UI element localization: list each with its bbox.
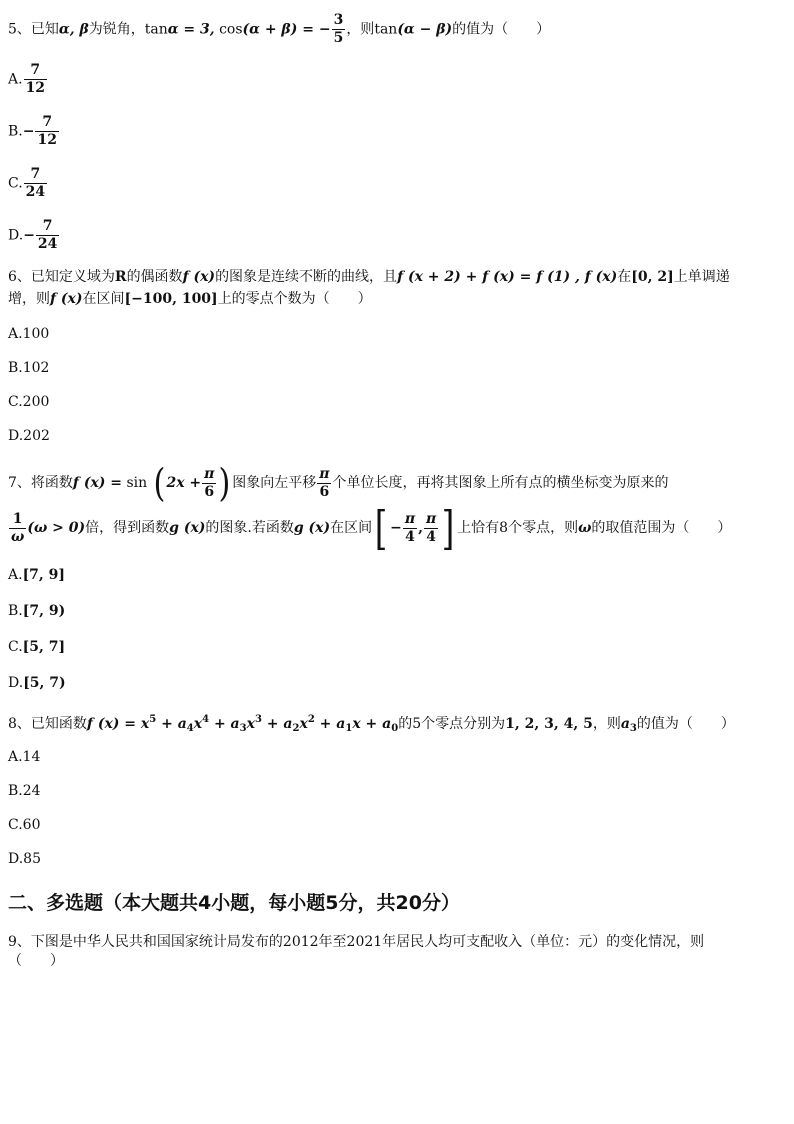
q7-option-a[interactable]: A.[7, 9]	[8, 567, 66, 583]
q7-option-b[interactable]: B.[7, 9)	[8, 603, 66, 619]
q8-stem: 8、已知函数f $(x) = x^5 + a_4x^4 + a_3x^3 + a_2x^2 + a_1x + a_0$的5个零点分别为1, 2, 3, 4, 5，则$a_3$的值为（ ）	[8, 714, 735, 734]
q6-option-b[interactable]: B.102	[8, 360, 50, 376]
q6-option-a[interactable]: A.100	[8, 326, 50, 342]
q7-stem-line1: 7、 将函数 f (x) = sin ( 2x + $\frac{\pi}{6}$ ) 图象向左平移 $\frac{\pi}{6}$ 个单位长度，再将其图象上所有点的横坐标变为原来的	[8, 461, 669, 505]
q8-option-a[interactable]: A.14	[8, 749, 41, 765]
q7-option-d[interactable]: D.[5, 7)	[8, 675, 66, 691]
q5-option-a[interactable]: A. $\frac{7}{12}$	[8, 62, 46, 96]
q6-stem-line2: 增，则f (x)在区间[−100, 100]上的零点个数为（ ）	[8, 291, 372, 307]
section-heading-multiple-choice: 二、多选题（本大题共4小题，每小题5分，共20分）	[8, 892, 460, 914]
q8-option-c[interactable]: C.60	[8, 817, 41, 833]
q6-stem-line1: 6、已知定义域为R的偶函数f (x)的图象是连续不断的曲线，且f (x + 2) + f (x) = f (1) , f (x)在[0, 2]上单调递	[8, 269, 730, 285]
q7-option-c[interactable]: C.[5, 7]	[8, 639, 66, 655]
q5-option-d[interactable]: D.− $\frac{7}{24}$	[8, 218, 58, 252]
fraction-3-5: $\frac{3}{5}$	[333, 12, 344, 46]
q5-option-c[interactable]: C. $\frac{7}{24}$	[8, 166, 46, 200]
q5-stem: 5、已知α, β为锐角，tanα = 3, cos(α + β) = − $\frac{3}{5}$ ，则tan(α − β)的值为（ ）	[8, 12, 551, 46]
q9-stem-line1: 9、下图是中华人民共和国国家统计局发布的2012年至2021年居民人均可支配收入（单位：元）的变化情况，则	[8, 934, 705, 950]
q8-option-d[interactable]: D.85	[8, 851, 41, 867]
q5-option-b[interactable]: B.− $\frac{7}{12}$	[8, 114, 57, 148]
q6-option-d[interactable]: D.202	[8, 428, 50, 444]
q6-option-c[interactable]: C.200	[8, 394, 50, 410]
q8-option-b[interactable]: B.24	[8, 783, 41, 799]
q9-stem-line2: （ ）	[8, 953, 64, 969]
q7-stem-line2: $\frac{1}{\omega}$ (ω > 0) 倍，得到函数 g (x) 的图象.若函数 g (x) 在区间 [ − $\frac{\pi}{4}$ , $\frac{\pi}{4}$ ] 上恰有 8 个零点，则 ω 的取值范围为（ ）	[11, 501, 732, 555]
